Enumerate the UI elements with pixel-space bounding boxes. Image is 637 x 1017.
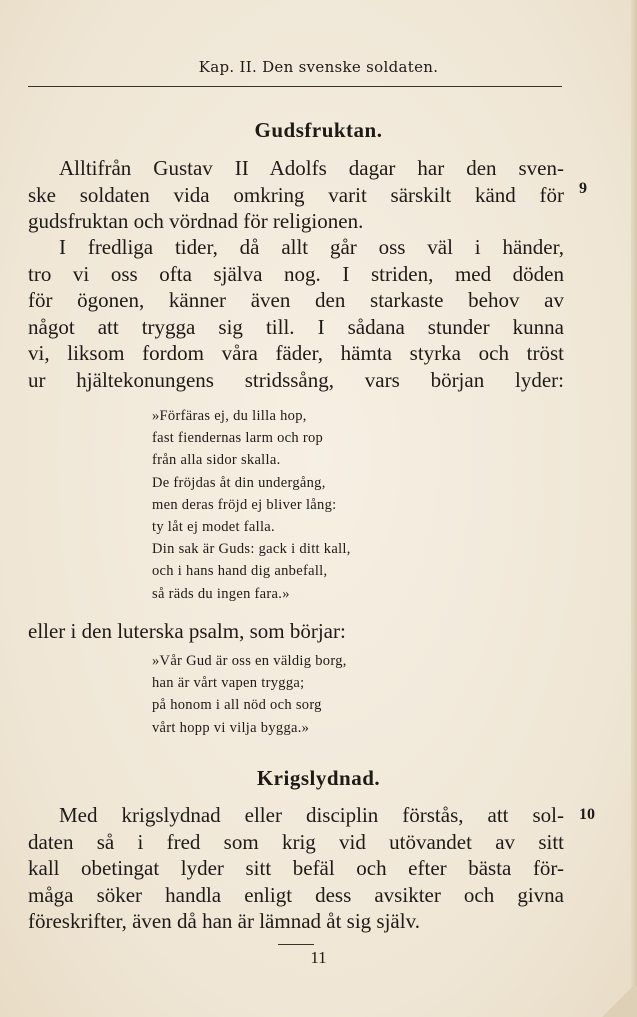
text-line: ur hjältekonungens stridssång, vars början lyder: <box>28 367 564 392</box>
verse-psalm <box>152 650 482 739</box>
bridge-sentence <box>28 618 448 645</box>
section-heading-krigslydnad: Krigslydnad. <box>256 766 381 790</box>
page-edge <box>631 0 637 1017</box>
page-corner <box>597 987 637 1017</box>
text-line: måga söker handla enligt dess avsikter och givna <box>28 882 564 907</box>
verse-line: men deras fröjd ej bliver lång: <box>152 496 337 513</box>
text-line: för ögonen, känner även den starkaste behov av <box>28 288 564 312</box>
verse-line: och i hans hand dig anbefall, <box>152 563 328 580</box>
text-line: gudsfruktan och vördnad för religionen. <box>28 209 364 233</box>
text-line: I fredliga tider, då allt går oss väl i händer, <box>59 235 564 259</box>
verse-line: »Vår Gud är oss en väldig borg, <box>152 653 347 669</box>
running-header: Kap. II. Den svenske soldaten. <box>198 58 439 76</box>
page-number: 11 <box>310 948 327 967</box>
paragraph-krigslydnad <box>28 802 564 935</box>
verse-line: »Förfäras ej, du lilla hop, <box>152 408 307 424</box>
paragraph-gudsfruktan-2 <box>28 234 564 393</box>
verse-line: De fröjdas åt din undergång, <box>152 474 326 491</box>
text-line: Alltifrån Gustav II Adolfs dagar har den sven- <box>59 156 564 180</box>
verse-line: fast fiendernas larm och rop <box>152 430 324 447</box>
verse-line: på honom i all nöd och sorg <box>152 697 322 714</box>
section-heading-gudsfruktan: Gudsfruktan. <box>254 118 383 142</box>
text-line: föreskrifter, även då han är lämnad åt sig själv. <box>28 909 420 933</box>
text-line: daten så i fred som krig vid utövandet av sitt <box>28 829 564 854</box>
text-line: ske soldaten vida omkring varit särskilt känd för <box>28 182 564 207</box>
header-rule <box>28 86 562 87</box>
verse-line: Din sak är Guds: gack i ditt kall, <box>152 541 351 558</box>
paragraph-gudsfruktan-1 <box>28 155 564 235</box>
margin-number-9: 9 <box>579 180 587 197</box>
text-line: tro vi oss ofta själva nog. I striden, med döden <box>28 261 564 286</box>
verse-line: så räds du ingen fara.» <box>152 585 290 602</box>
verse-line: vårt hopp vi vilja bygga.» <box>152 719 310 736</box>
text-line: kall obetingat lyder sitt befäl och efter bästa för- <box>28 856 564 880</box>
text-line: vi, liksom fordom våra fäder, hämta styrka och tröst <box>28 341 564 365</box>
verse-line: han är vårt vapen trygga; <box>152 675 305 692</box>
text-line: eller i den luterska psalm, som börjar: <box>28 619 346 643</box>
text-line: Med krigslydnad eller disciplin förstås, att sol- <box>59 803 564 827</box>
verse-line: från alla sidor skalla. <box>152 452 281 469</box>
verse-line: ty låt ej modet falla. <box>152 519 275 536</box>
footer-rule <box>278 944 314 945</box>
verse-stridssang <box>152 405 482 605</box>
text-line: något att trygga sig till. I sådana stunder kunna <box>28 314 564 339</box>
margin-number-10: 10 <box>579 806 595 823</box>
